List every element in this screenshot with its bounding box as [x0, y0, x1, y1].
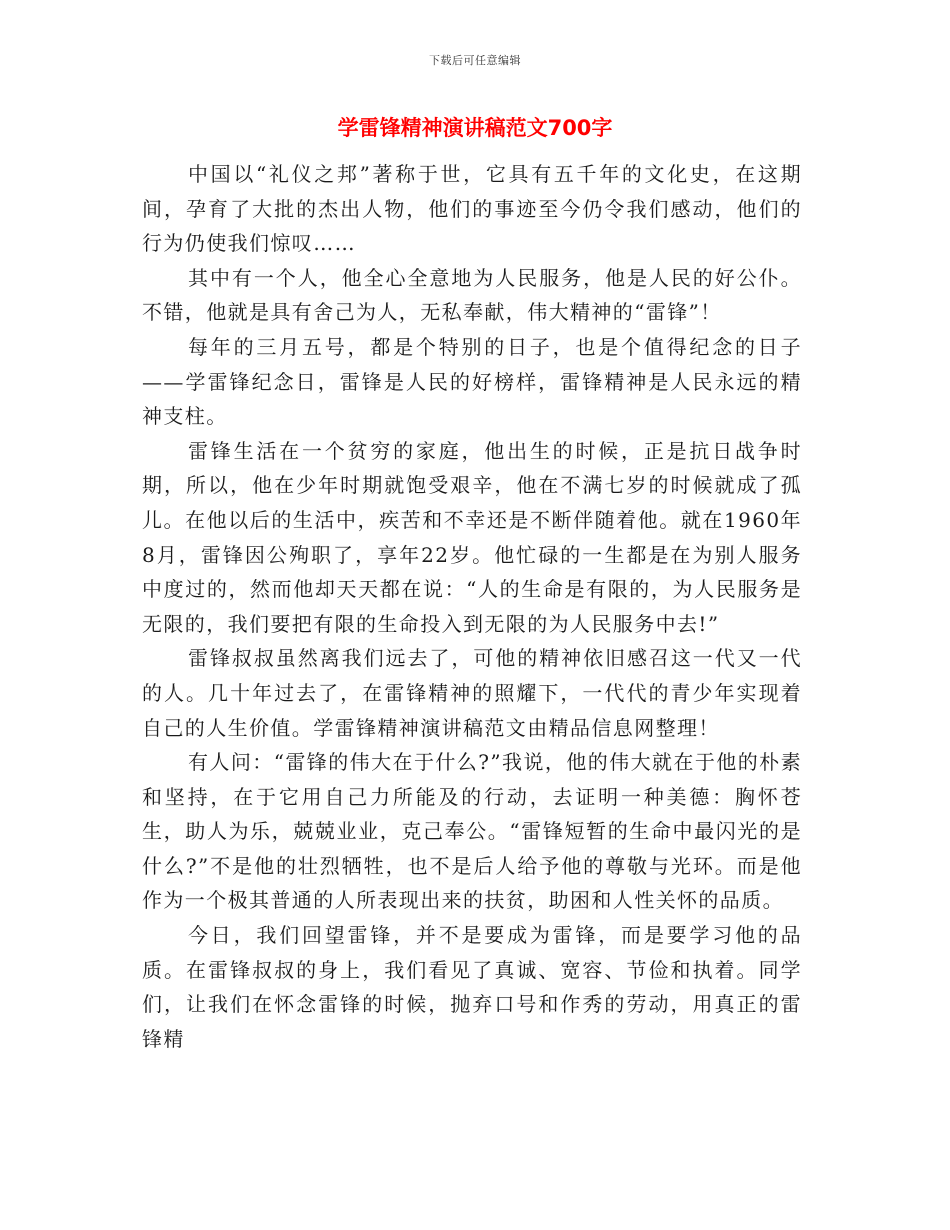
paragraph-7: 今日，我们回望雷锋，并不是要成为雷锋，而是要学习他的品质。在雷锋叔叔的身上，我们看见了真诚、宽容、节俭和执着。同学们，让我们在怀念雷锋的时候，抛弃口号和作秀的劳动，用真正的雷锋精: [142, 923, 802, 1051]
paragraph-6: 有人问：“雷锋的伟大在于什么?”我说，他的伟大就在于他的朴素和坚持，在于它用自己力所能及的行动，去证明一种美德：胸怀苍生，助人为乐，兢兢业业，克己奉公。“雷锋短暂的生命中最闪光的是什么?”不是他的壮烈牺牲，也不是后人给予他的尊敬与光环。而是他作为一个极其普通的人所表现出来的扶贫，助困和人性关怀的品质。: [142, 750, 802, 913]
paragraph-5: 雷锋叔叔虽然离我们远去了，可他的精神依旧感召这一代又一代的人。几十年过去了，在雷锋精神的照耀下，一代代的青少年实现着自己的人生价值。学雷锋精神演讲稿范文由精品信息网整理！: [142, 646, 802, 740]
document-body: [142, 157, 802, 1056]
paragraph-3: 每年的三月五号，都是个特别的日子，也是个值得纪念的日子——学雷锋纪念日，雷锋是人民的好榜样，雷锋精神是人民永远的精神支柱。: [142, 334, 802, 429]
document-title: 学雷锋精神演讲稿范文700字: [337, 116, 613, 140]
paragraph-1: 中国以“礼仪之邦”著称于世，它具有五千年的文化史，在这期间，孕育了大批的杰出人物，他们的事迹至今仍令我们感动，他们的行为仍使我们惊叹……: [142, 162, 802, 256]
paragraph-2: 其中有一个人，他全心全意地为人民服务，他是人民的好公仆。不错，他就是具有舍己为人，无私奉献，伟大精神的“雷锋”！: [142, 265, 802, 325]
paragraph-4: 雷锋生活在一个贫穷的家庭，他出生的时候，正是抗日战争时期，所以，他在少年时期就饱受艰辛，他在不满七岁的时候就成了孤儿。在他以后的生活中，疾苦和不幸还是不断伴随着他。就在1960年8月，雷锋因公殉职了，享年22岁。他忙碌的一生都是在为别人服务中度过的，然而他却天天都在说：“人的生命是有限的，为人民服务是无限的，我们要把有限的生命投入到无限的为人民服务中去!”: [142, 438, 802, 636]
page-header-note: 下载后可任意编辑: [429, 54, 521, 67]
